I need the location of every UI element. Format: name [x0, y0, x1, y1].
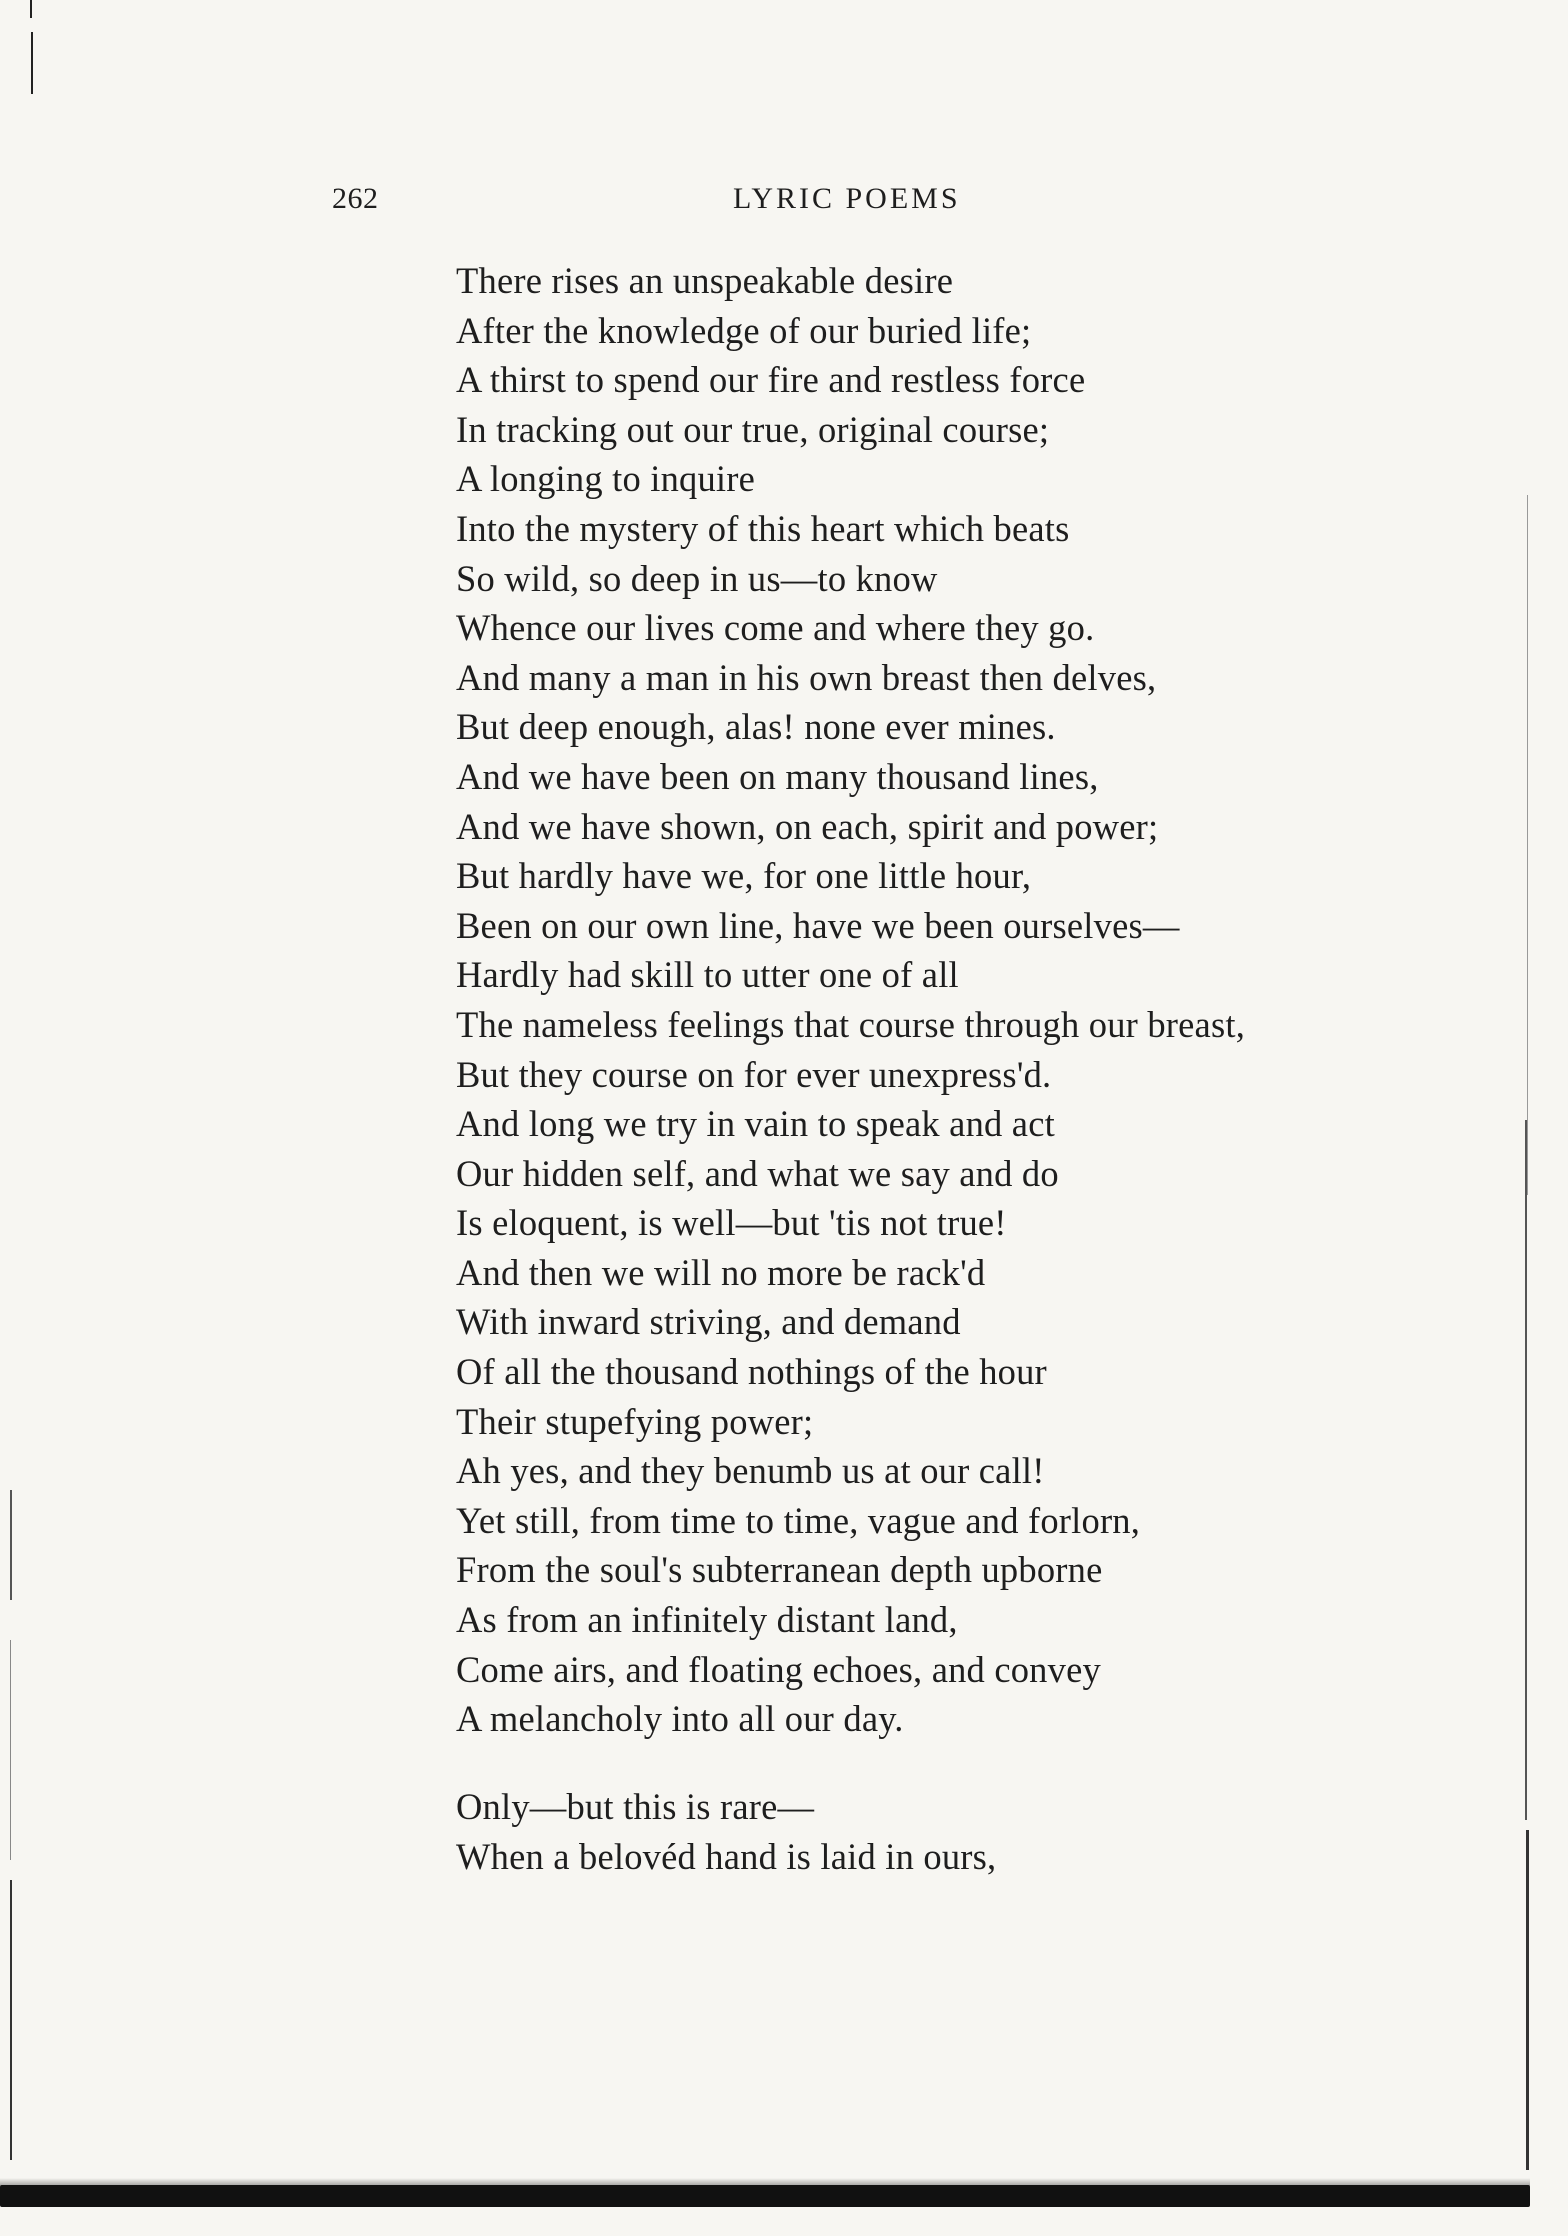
poem-line: When a belovéd hand is laid in ours,	[456, 1835, 997, 1877]
poem-line: But hardly have we, for one little hour,	[456, 855, 1032, 897]
poem-line: With inward striving, and demand	[456, 1301, 961, 1343]
poem-line: Hardly had skill to utter one of all	[456, 954, 959, 996]
poem-line: And we have shown, on each, spirit and power;	[456, 805, 1159, 847]
poem-line: A melancholy into all our day.	[456, 1698, 904, 1740]
poem-line: But they course on for ever unexpress'd.	[456, 1053, 1052, 1095]
poem-stanza-2	[456, 1782, 996, 1881]
poem-line: Yet still, from time to time, vague and forlorn,	[456, 1499, 1141, 1541]
poem-line: Ah yes, and they benumb us at our call!	[456, 1450, 1045, 1492]
poem-line: There rises an unspeakable desire	[456, 260, 954, 301]
scan-bottom-edge	[0, 2185, 1530, 2207]
poem-line: Whence our lives come and where they go.	[456, 607, 1095, 649]
poem-line: Come airs, and floating echoes, and convey	[456, 1648, 1101, 1690]
page-number: 262	[332, 182, 379, 215]
poem-line: Only—but this is rare—	[456, 1786, 815, 1827]
scan-edge-mark	[1527, 495, 1528, 1195]
scan-edge-mark	[10, 1880, 12, 2160]
poem-line: A longing to inquire	[456, 458, 756, 500]
poem-line: After the knowledge of our buried life;	[456, 309, 1032, 351]
scan-edge-mark	[30, 0, 32, 18]
page-header	[0, 182, 1568, 226]
poem-line: And then we will no more be rack'd	[456, 1251, 986, 1293]
scan-edge-mark	[10, 1640, 11, 1860]
poem-line: In tracking out our true, original course;	[456, 408, 1050, 450]
poem-line: The nameless feelings that course through our breast,	[456, 1003, 1246, 1045]
poem-line: A thirst to spend our fire and restless force	[456, 359, 1086, 401]
poem-line: From the soul's subterranean depth upborne	[456, 1549, 1103, 1591]
poem-line: Into the mystery of this heart which beats	[456, 507, 1070, 549]
scan-edge-mark	[10, 1490, 12, 1600]
scan-edge-mark	[1526, 1830, 1529, 2170]
scan-edge-mark	[1525, 1120, 1527, 1820]
poem-line: Been on our own line, have we been ourselves—	[456, 904, 1180, 946]
poem-line: And we have been on many thousand lines,	[456, 755, 1099, 797]
poem-line: And many a man in his own breast then delves,	[456, 656, 1157, 698]
poem-line: Our hidden self, and what we say and do	[456, 1152, 1059, 1194]
running-title: LYRIC POEMS	[733, 182, 961, 215]
poem-line: Their stupefying power;	[456, 1400, 814, 1442]
poem-line: So wild, so deep in us—to know	[456, 557, 938, 599]
poem-stanza-1	[456, 256, 1245, 1744]
poem-line: And long we try in vain to speak and act	[456, 1103, 1055, 1145]
poem-line: Of all the thousand nothings of the hour	[456, 1351, 1047, 1393]
poem-line: As from an infinitely distant land,	[456, 1599, 958, 1641]
poem-line: But deep enough, alas! none ever mines.	[456, 706, 1056, 748]
poem-line: Is eloquent, is well—but 'tis not true!	[456, 1202, 1007, 1244]
scan-edge-mark	[31, 32, 33, 94]
